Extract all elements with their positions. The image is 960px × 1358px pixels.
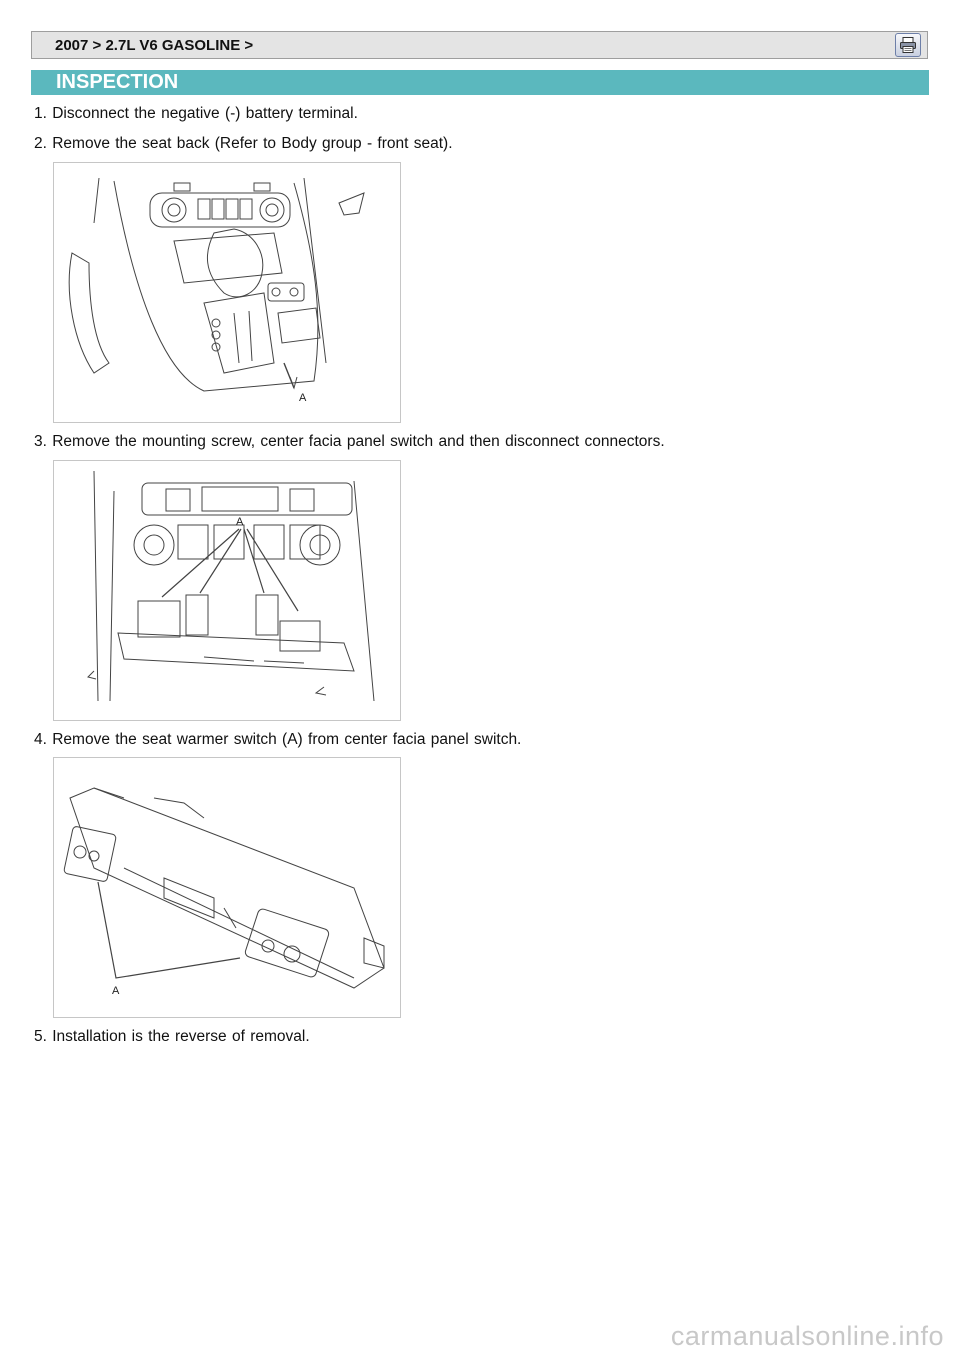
figure-1-callout: A (299, 392, 307, 404)
breadcrumb (31, 31, 928, 59)
step-3: 3. Remove the mounting screw, center facia panel switch and then disconnect connectors. (34, 433, 665, 450)
figure-2-callout: A (236, 516, 244, 528)
figure-center-console (53, 162, 401, 423)
section-header (31, 70, 929, 95)
step-2: 2. Remove the seat back (Refer to Body group - front seat). (34, 135, 453, 152)
step-5: 5. Installation is the reverse of removal. (34, 1028, 310, 1045)
print-button[interactable] (895, 33, 921, 57)
figure-facia-connectors (53, 460, 401, 721)
step-1: 1. Disconnect the negative (-) battery terminal. (34, 105, 358, 122)
printer-icon (899, 36, 917, 54)
watermark: carmanualsonline.info (670, 1321, 944, 1351)
step-4: 4. Remove the seat warmer switch (A) from center facia panel switch. (34, 731, 522, 748)
figure-3-callout: A (112, 985, 120, 997)
breadcrumb-text: 2007 > 2.7L V6 GASOLINE > (55, 37, 254, 54)
figure-seat-warmer-switch (53, 757, 401, 1018)
section-title: INSPECTION (56, 71, 179, 93)
